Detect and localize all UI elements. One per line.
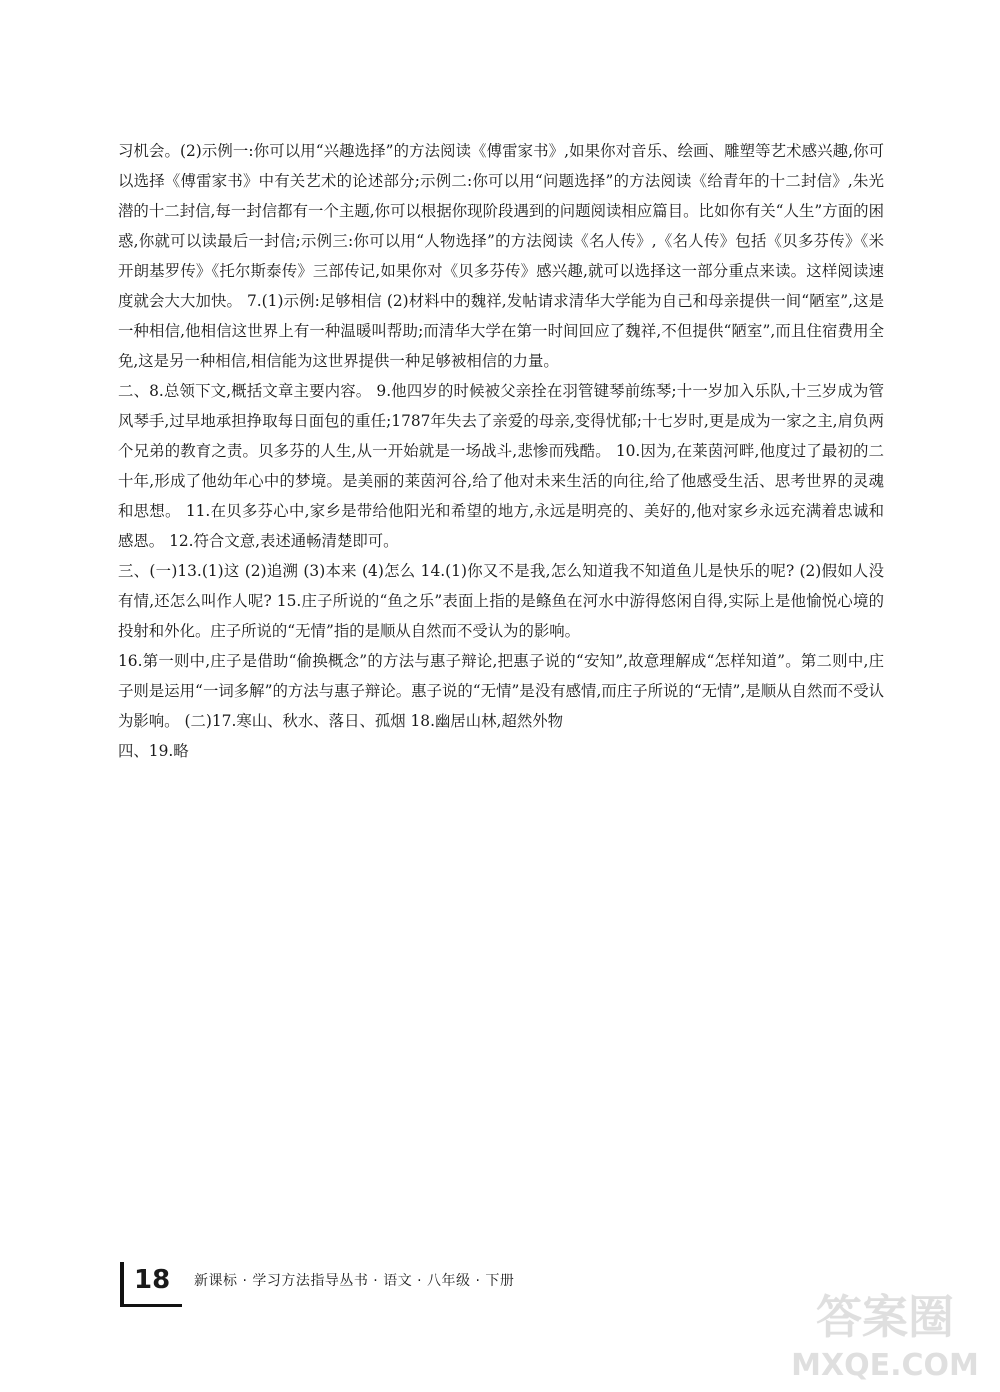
answer-paragraph: 三、(一)13.(1)这 (2)追溯 (3)本来 (4)怎么 14.(1)你又不是我,怎么知道我不知道鱼儿是快乐的呢? (2)假如人没有情,还怎么叫作人呢? 15.庄子所说的“鱼之乐”表面上指的是鲦鱼在河水中游得悠闲自得,实际上是他愉悦心境的投射和外化。庄子所说的“无情”指的是顺从自然而不受认为的影响。 [118,562,884,640]
page-number: 18 [134,1265,171,1295]
footer-bar-icon [120,1262,124,1306]
footer-underline [120,1304,182,1307]
answer-paragraph: 习机会。(2)示例一:你可以用“兴趣选择”的方法阅读《傅雷家书》,如果你对音乐、绘画、雕塑等艺术感兴趣,你可以选择《傅雷家书》中有关艺术的论述部分;示例二:你可以用“问题选择”的方法阅读《给青年的十二封信》,朱光潜的十二封信,每一封信都有一个主题,你可以根据你现阶段遇到的问题阅读相应篇目。比如你有关“人生”方面的困惑,你就可以读最后一封信;示例三:你可以用“人物选择”的方法阅读《名人传》,《名人传》包括《贝多芬传》《米开朗基罗传》《托尔斯泰传》三部传记,如果你对《贝多芬传》感兴趣,就可以选择这一部分重点来读。这样阅读速度就会大大加快。 7.(1)示例:足够相信 (2)材料中的魏祥,发帖请求清华大学能为自己和母亲提供一间“陋室”,这是一种相信,他相信这世界上有一种温暖叫帮助;而清华大学在第一时间回应了魏祥,不但提供“陋室”,而且住宿费用全免,这是另一种相信,相信能为这世界提供一种足够被相信的力量。 [118,142,884,370]
answer-paragraph: 二、8.总领下文,概括文章主要内容。 9.他四岁的时候被父亲拴在羽管键琴前练琴;十一岁加入乐队,十三岁成为管风琴手,过早地承担挣取每日面包的重任;1787年失去了亲爱的母亲,变得忧郁;十七岁时,更是成为一家之主,肩负两个兄弟的教育之责。贝多芬的人生,从一开始就是一场战斗,悲惨而残酷。 10.因为,在莱茵河畔,他度过了最初的二十年,形成了他幼年心中的梦境。是美丽的莱茵河谷,给了他对未来生活的向往,给了他感受生活、思考世界的灵魂和思想。 11.在贝多芬心中,家乡是带给他阳光和希望的地方,永远是明亮的、美好的,他对家乡永远充满着忠诚和感恩。 12.符合文意,表述通畅清楚即可。 [118,382,884,550]
answer-paragraph: 16.第一则中,庄子是借助“偷换概念”的方法与惠子辩论,把惠子说的“安知”,故意理解成“怎样知道”。第二则中,庄子则是运用“一词多解”的方法与惠子辩论。惠子说的“无情”是没有感情,而庄子所说的“无情”,是顺从自然而不受认为影响。 (二)17.寒山、秋水、落日、孤烟 18.幽居山林,超然外物 [118,652,884,730]
series-title: 新课标 · 学习方法指导丛书 · 语文 · 八年级 · 下册 [194,1273,515,1289]
page-footer [120,1262,880,1312]
watermark-logo-icon [790,1285,980,1385]
answer-paragraph: 四、19.略 [118,742,189,760]
watermark-line1: 答案圈 [816,1290,954,1344]
answer-text-body [118,136,884,766]
watermark-line2: MXQE.COM [791,1348,979,1383]
